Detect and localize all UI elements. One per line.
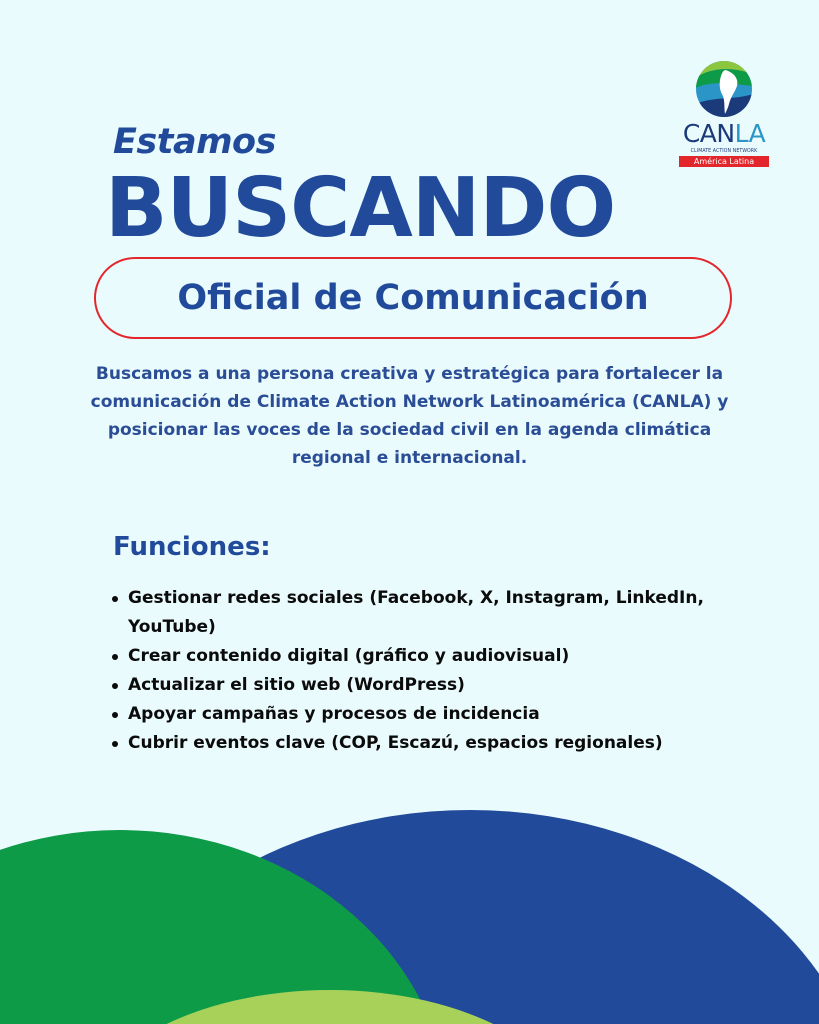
logo-subtitle: CLIMATE ACTION NETWORK — [690, 148, 758, 154]
functions-heading: Funciones: — [113, 532, 271, 562]
list-item: Apoyar campañas y procesos de incidencia — [128, 700, 758, 729]
headline: BUSCANDO — [105, 161, 616, 256]
kicker-text: Estamos — [113, 122, 276, 162]
list-item: Gestionar redes sociales (Facebook, X, Instagram, LinkedIn, YouTube) — [128, 584, 758, 642]
list-item: Cubrir eventos clave (COP, Escazú, espacios regionales) — [128, 729, 758, 758]
canla-logo — [674, 60, 774, 170]
logo-wordmark: CANLA — [682, 119, 766, 148]
position-title: Oficial de Comunicación — [94, 257, 732, 339]
logo-tagline: América Latina — [679, 156, 769, 167]
functions-list — [110, 584, 758, 758]
globe-icon — [695, 60, 753, 118]
list-item: Actualizar el sitio web (WordPress) — [128, 671, 758, 700]
decorative-waves — [0, 800, 819, 1024]
list-item: Crear contenido digital (gráfico y audiovisual) — [128, 642, 758, 671]
intro-paragraph: Buscamos a una persona creativa y estratégica para fortalecer la comunicación de Climate Action Network Latinoamérica (CANLA) y posicionar las voces de la sociedad civil en la agenda climática regional e internacional. — [90, 364, 729, 468]
